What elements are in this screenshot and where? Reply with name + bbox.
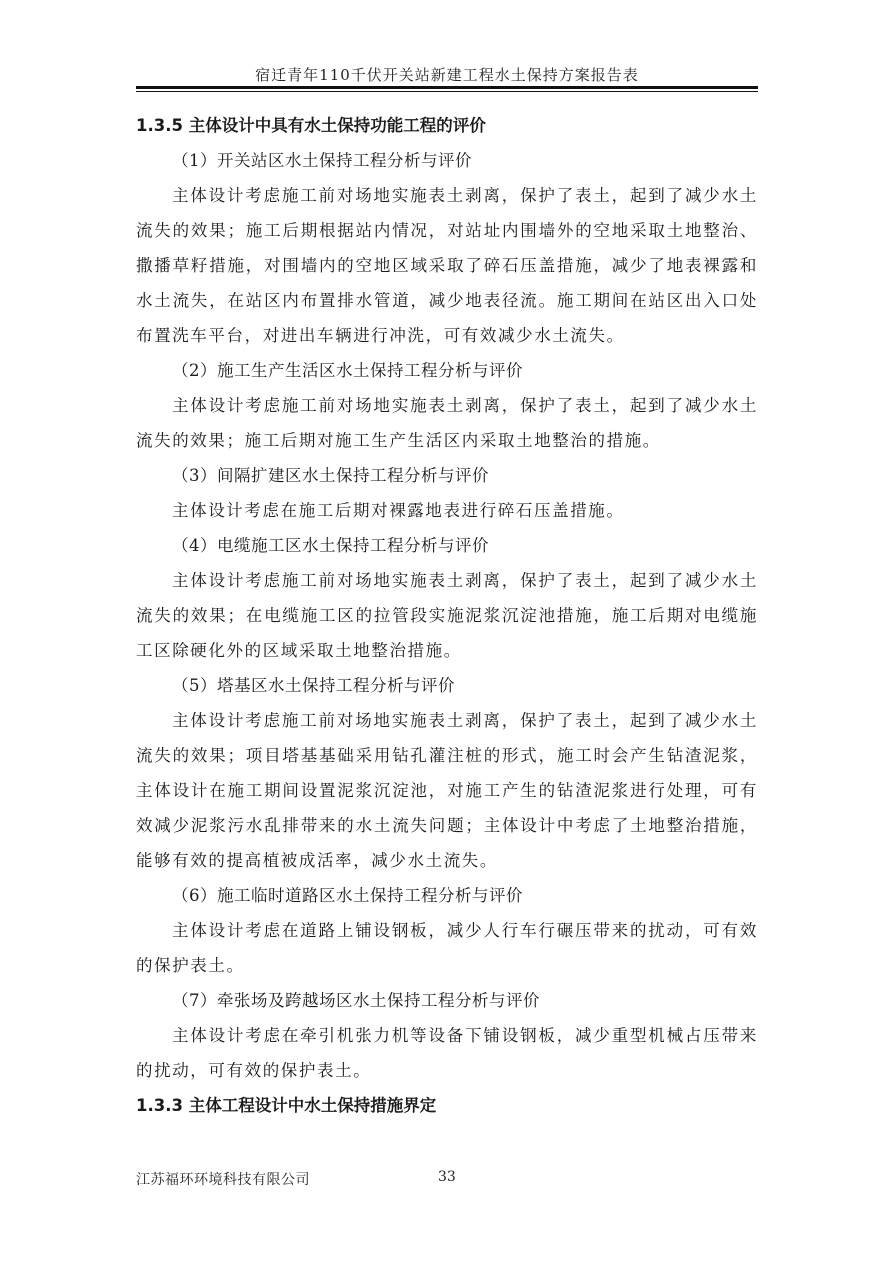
paragraph-6: 主体设计考虑在道路上铺设钢板，减少人行车行碾压带来的扰动，可有效的保护表土。 bbox=[136, 921, 758, 975]
paragraph-2: 主体设计考虑施工前对场地实施表土剥离，保护了表土，起到了减少水土流失的效果；施工后期对施工生产生活区内采取土地整治的措施。 bbox=[136, 396, 758, 450]
subheading-1: （1）开关站区水土保持工程分析与评价 bbox=[172, 151, 472, 170]
subheading-3: （3）间隔扩建区水土保持工程分析与评价 bbox=[172, 466, 489, 485]
subheading-7: （7）牵张场及跨越场区水土保持工程分析与评价 bbox=[172, 991, 540, 1010]
paragraph-5: 主体设计考虑施工前对场地实施表土剥离，保护了表土，起到了减少水土流失的效果；项目塔基基础采用钻孔灌注桩的形式，施工时会产生钻渣泥浆，主体设计在施工期间设置泥浆沉淀池，对施工产生的钻渣泥浆进行处理，可有效减少泥浆污水乱排带来的水土流失问题；主体设计中考虑了土地整治措施，能够有效的提高植被成活率，减少水土流失。 bbox=[136, 711, 758, 870]
page-number: 33 bbox=[438, 1169, 456, 1185]
footer-company-name: 江苏福环环境科技有限公司 bbox=[136, 1172, 310, 1188]
paragraph-3: 主体设计考虑在施工后期对裸露地表进行碎石压盖措施。 bbox=[172, 501, 625, 520]
paragraph-4: 主体设计考虑施工前对场地实施表土剥离，保护了表土，起到了减少水土流失的效果；在电缆施工区的拉管段实施泥浆沉淀池措施，施工后期对电缆施工区除硬化外的区域采取土地整治措施。 bbox=[136, 571, 758, 660]
paragraph-1: 主体设计考虑施工前对场地实施表土剥离，保护了表土，起到了减少水土流失的效果；施工后期根据站内情况，对站址内围墙外的空地采取土地整治、撒播草籽措施，对围墙内的空地区域采取了碎石压盖措施，减少了地表裸露和水土流失，在站区内布置排水管道，减少地表径流。施工期间在站区出入口处布置洗车平台，对进出车辆进行冲洗，可有效减少水土流失。 bbox=[136, 186, 758, 345]
section-heading-1-3-5: 1.3.5 主体设计中具有水土保持功能工程的评价 bbox=[136, 116, 486, 135]
section-heading-1-3-3: 1.3.3 主体工程设计中水土保持措施界定 bbox=[136, 1096, 437, 1115]
page-header-title: 宿迁青年110千伏开关站新建工程水土保持方案报告表 bbox=[255, 66, 639, 84]
subheading-6: （6）施工临时道路区水土保持工程分析与评价 bbox=[172, 886, 523, 905]
header-rule-thick bbox=[136, 86, 758, 89]
subheading-4: （4）电缆施工区水土保持工程分析与评价 bbox=[172, 536, 489, 555]
paragraph-7: 主体设计考虑在牵引机张力机等设备下铺设钢板，减少重型机械占压带来的扰动，可有效的保护表土。 bbox=[136, 1026, 758, 1080]
subheading-2: （2）施工生产生活区水土保持工程分析与评价 bbox=[172, 361, 523, 380]
document-body bbox=[136, 108, 758, 1123]
header-rule-thin bbox=[136, 91, 758, 92]
subheading-5: （5）塔基区水土保持工程分析与评价 bbox=[172, 676, 455, 695]
